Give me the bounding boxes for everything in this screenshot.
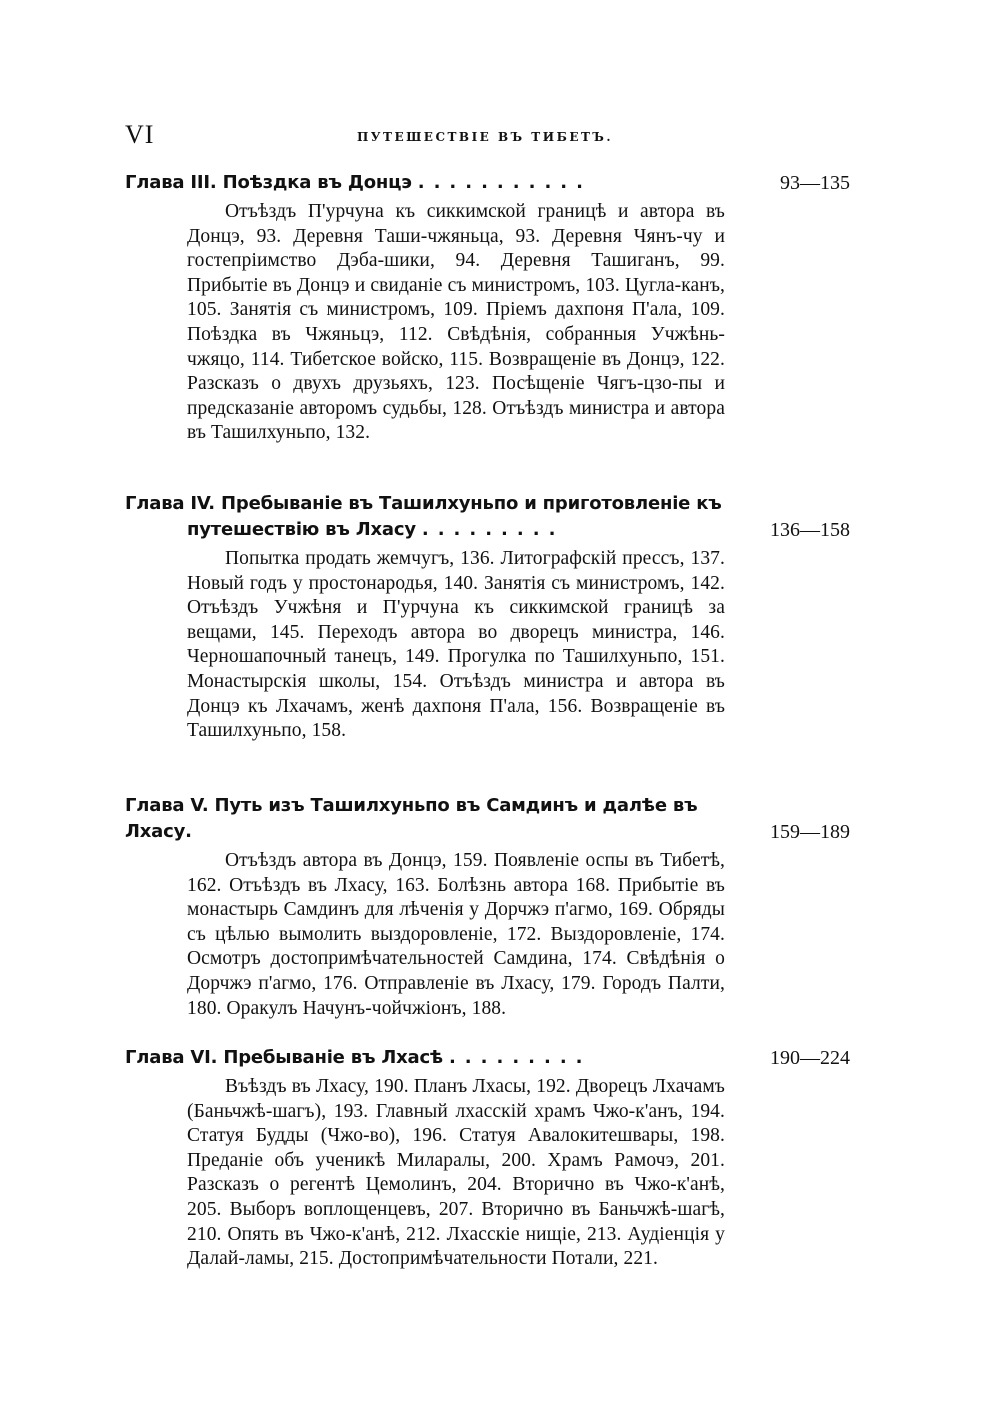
page-number: VI [125,120,155,149]
chapter-page-range: 93—135 [780,172,850,194]
chapter-title: Глава VI. Пребываніе въ Лхасѣ ......... [125,1047,592,1068]
chapter-heading [125,170,850,196]
chapter-entry [125,793,850,1021]
chapter-summary: Отъѣздъ П'урчуна къ сиккимской границѣ и автора въ Донцэ, 93. Деревня Таши-чжяньца, 93. Деревня Чянъ-чу и гостепріимство Дэба-шики, 94. Деревня Ташиганъ, 99. Прибытіе въ Донцэ и свиданіе съ министромъ, 103. Цугла-канъ, 105. Занятія съ министромъ, 109. Пріемъ дахпоня П'ала, 109. Поѣздка въ Чжяньцэ, 112. Свѣдѣнія, собранныя Учжѣнь-чжяцо, 114. Тибетское войско, 115. Возвращеніе въ Донцэ, 122. Разсказъ о двухъ друзьяхъ, 123. Посѣщеніе Чягъ-цзо-пы и предсказаніе авторомъ судьбы, 128. Отъѣздъ министра и автора въ Ташилхуньпо, 132. [187,201,725,444]
chapter-title: Глава III. Поѣздка въ Донцэ ........... [125,172,592,193]
chapter-title: Глава IV. Пребываніе въ Ташилхуньпо и приготовленіе къ путешествію въ Лхасу ......... [125,493,722,540]
chapter-entry [125,170,850,446]
chapter-heading [125,793,850,845]
chapter-page-range: 136—158 [770,519,850,541]
chapter-summary: Въѣздъ въ Лхасу, 190. Планъ Лхасы, 192. Дворецъ Лхачамъ (Баньчжѣ-шагъ), 193. Главный лхасскій храмъ Чжо-к'анъ, 194. Статуя Будды (Чжо-во), 196. Статуя Авалокитешвары, 198. Преданіе объ ученикѣ Миларалы, 200. Храмъ Рамочэ, 201. Разсказъ о регентѣ Цемолинъ, 204. Вторично въ Чжо-к'анѣ, 205. Выборъ воплощенцевъ, 207. Вторично въ Баньчжѣ-шагѣ, 210. Опять въ Чжо-к'анѣ, 212. Лхасскіе нищіе, 213. Аудіенція у Далай-ламы, 215. Достопримѣчательности Потали, 221. [187,1076,725,1270]
chapter-heading [125,491,850,543]
chapter-title: Глава V. Путь изъ Ташилхуньпо въ Самдинъ и далѣе въ Лхасу. [125,795,698,842]
chapter-summary: Попытка продать жемчугъ, 136. Литографскій прессъ, 137. Новый годъ у простонародья, 140. Занятія съ министромъ, 142. Отъѣздъ Учжѣня и П'урчуна къ сиккимской границѣ за вещами, 145. Переходъ автора во дворецъ министра, 146. Черношапочный танецъ, 149. Прогулка по Ташилхуньпо, 151. Монастырскія школы, 154. Отъѣздъ министра и автора въ Донцэ къ Лхачамъ, женѣ дахпоня П'ала, 156. Возвращеніе въ Ташилхуньпо, 158. [187,548,725,742]
chapter-entry [125,491,850,744]
chapter-summary: Отъѣздъ автора въ Донцэ, 159. Появленіе оспы въ Тибетѣ, 162. Отъѣздъ въ Лхасу, 163. Болѣзнь автора 168. Прибытіе въ монастырь Самдинъ для лѣченія у Дорчжэ п'агмо, 169. Обряды съ цѣлью вымолить выздоровленіе, 172. Выздоровленіе, 174. Осмотръ достопримѣчательностей Самдина, 174. Свѣдѣнія о Дорчжэ п'агмо, 176. Отправленіе въ Лхасу, 179. Городъ Палти, 180. Оракулъ Начунъ-чойчжіонъ, 188. [187,850,725,1019]
chapter-page-range: 159—189 [770,821,850,843]
running-header [125,120,845,154]
running-title: ПУТЕШЕСТВІЕ ВЪ ТИБЕТЪ. [356,130,614,144]
chapter-page-range: 190—224 [770,1047,850,1069]
chapter-entry [125,1045,850,1272]
chapter-heading [125,1045,850,1071]
